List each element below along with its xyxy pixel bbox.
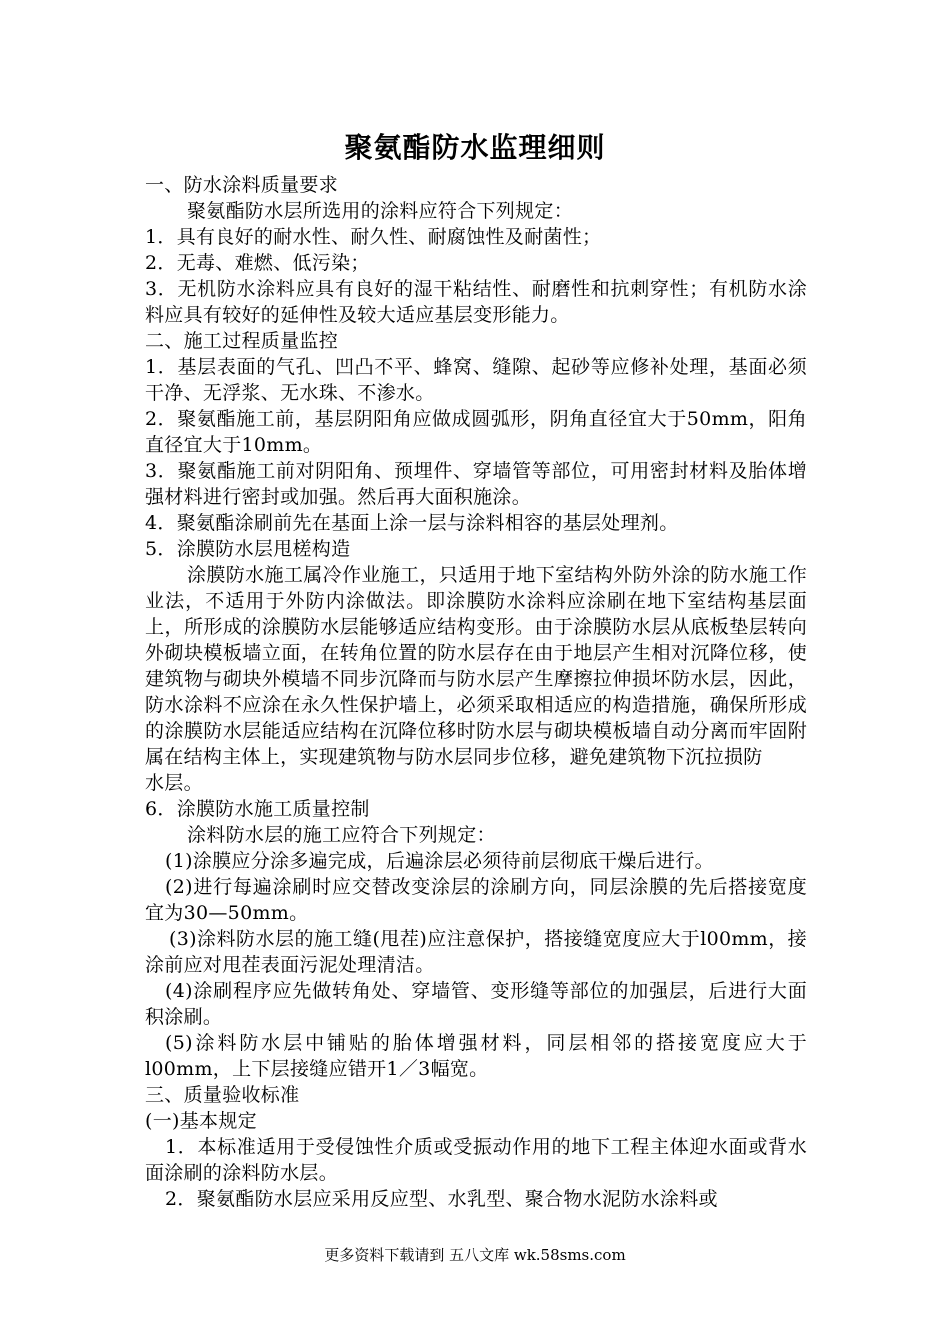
list-item: 1．具有良好的耐水性、耐久性、耐腐蚀性及耐菌性； [145, 226, 602, 248]
section-heading: 一、防水涂料质量要求 [145, 174, 339, 196]
list-item: (4)涂刷程序应先做转角处、穿墙管、变形缝等部位的加强层，后进行大面积涂刷。 [145, 980, 807, 1028]
document-body [145, 172, 807, 1212]
list-item: 1．本标准适用于受侵蚀性介质或受振动作用的地下工程主体迎水面或背水面涂刷的涂料防水层。 [145, 1136, 807, 1184]
list-item: 2．无毒、难燃、低污染； [145, 252, 370, 274]
list-item: (2)进行每遍涂刷时应交替改变涂层的涂刷方向，同层涂膜的先后搭接宽度宜为30—50mm。 [145, 876, 807, 924]
list-item: (1)涂膜应分涂多遍完成，后遍涂层必须待前层彻底干燥后进行。 [165, 850, 714, 872]
paragraph: 涂料防水层的施工应符合下列规定： [187, 824, 496, 846]
page-title: 聚氨酯防水监理细则 [344, 131, 606, 164]
paragraph: 水层。 [145, 772, 203, 794]
list-item: (3)涂料防水层的施工缝(甩茬)应注意保护，搭接缝宽度应大于l00mm，接涂前应对甩茬表面污泥处理清洁。 [145, 928, 807, 976]
subsection-heading: (一)基本规定 [145, 1110, 257, 1132]
page-footer: 更多资料下载请到 五八文库 wk.58sms.com [324, 1246, 626, 1264]
list-item: 3．聚氨酯施工前对阴阳角、预埋件、穿墙管等部位，可用密封材料及胎体增强材料进行密封或加强。然后再大面积施涂。 [145, 460, 807, 508]
section-heading: 二、施工过程质量监控 [145, 330, 339, 352]
list-item: 5．涂膜防水层甩槎构造 [145, 538, 351, 560]
list-item: 2．聚氨酯防水层应采用反应型、水乳型、聚合物水泥防水涂料或 [165, 1188, 718, 1210]
list-item: 6．涂膜防水施工质量控制 [145, 798, 370, 820]
list-item: 1．基层表面的气孔、凹凸不平、蜂窝、缝隙、起砂等应修补处理，基面必须干净、无浮浆、无水珠、不渗水。 [145, 356, 807, 404]
section-heading: 三、质量验收标准 [145, 1084, 300, 1106]
list-item: (5)涂料防水层中铺贴的胎体增强材料，同层相邻的搭接宽度应大于l00mm，上下层接缝应错开1／3幅宽。 [145, 1032, 807, 1080]
list-item: 4．聚氨酯涂刷前先在基面上涂一层与涂料相容的基层处理剂。 [145, 512, 679, 534]
list-item: 3．无机防水涂料应具有良好的湿干粘结性、耐磨性和抗刺穿性；有机防水涂料应具有较好的延伸性及较大适应基层变形能力。 [145, 278, 807, 326]
list-item: 2．聚氨酯施工前，基层阴阳角应做成圆弧形，阴角直径宜大于50mm，阳角直径宜大于10mm。 [145, 408, 807, 456]
paragraph: 涂膜防水施工属冷作业施工，只适用于地下室结构外防外涂的防水施工作业法，不适用于外防内涂做法。即涂膜防水涂料应涂刷在地下室结构基层面上，所形成的涂膜防水层能够适应结构变形。由于涂膜防水层从底板垫层转向外砌块模板墙立面，在转角位置的防水层存在由于地层产生相对沉降位移，使建筑物与砌块外模墙不同步沉降而与防水层产生摩擦拉伸损坏防水层，因此，防水涂料不应涂在永久性保护墙上，必须采取相适应的构造措施，确保所形成的涂膜防水层能适应结构在沉降位移时防水层与砌块模板墙自动分离而牢固附属在结构主体上，实现建筑物与防水层同步位移，避免建筑物下沉拉损防 [145, 564, 807, 768]
paragraph: 聚氨酯防水层所选用的涂料应符合下列规定： [187, 200, 574, 222]
